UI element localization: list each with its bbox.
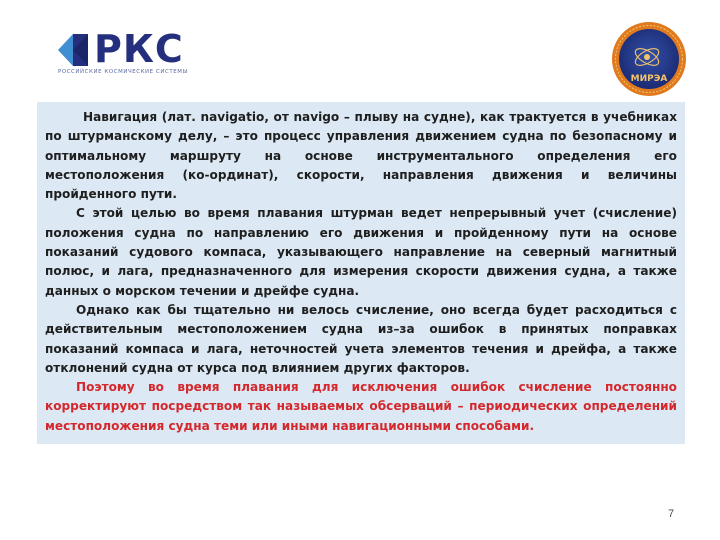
rks-emblem-icon	[58, 34, 88, 66]
mirea-emblem-icon	[611, 21, 687, 97]
text-box	[37, 102, 685, 444]
mirea-logo-word: МИРЭА	[630, 74, 668, 84]
paragraph-dead-reckoning: С этой целью во время плавания штурман ведет непрерывный учет (счисление) положения судна по направлению его движения и пройденному пути на основе показаний судового компаса, указывающего направление на северный магнитный полюс, и лага, предназначенного для измерения скорости движения судна, а также данных о морском течении и дрейфе судна.	[45, 206, 677, 298]
rks-logo-word: РКС	[94, 27, 184, 71]
paragraph-observations: Поэтому во время плавания для исключения ошибок счисление постоянно корректируют посредством так называемых обсерваций – периодических определений местоположения судна теми или иными навигационными способами.	[45, 380, 677, 433]
rks-logo-subtitle: РОССИЙСКИЕ КОСМИЧЕСКИЕ СИСТЕМЫ	[58, 69, 188, 75]
rks-logo	[58, 27, 188, 78]
page-number: 7	[668, 508, 675, 520]
paragraph-reckoning-errors: Однако как бы тщательно ни велось счисление, оно всегда будет расходиться с действительным местоположением судна из–за ошибок в принятых поправках показаний компаса и лага, неточностей учета элементов течения и дрейфа, а также отклонений судна от курса под влиянием других факторов.	[45, 302, 677, 375]
paragraph-navigation-definition: Навигация (лат. navigatio, от navigo – плыву на судне), как трактуется в учебниках по штурманскому делу, – это процесс управления движением судна по безопасному и оптимальному маршруту на основе инструментального определения его местоположения (ко-ординат), скорости, направления движения и величины пройденного пути.	[45, 110, 677, 202]
mirea-logo	[611, 21, 687, 97]
